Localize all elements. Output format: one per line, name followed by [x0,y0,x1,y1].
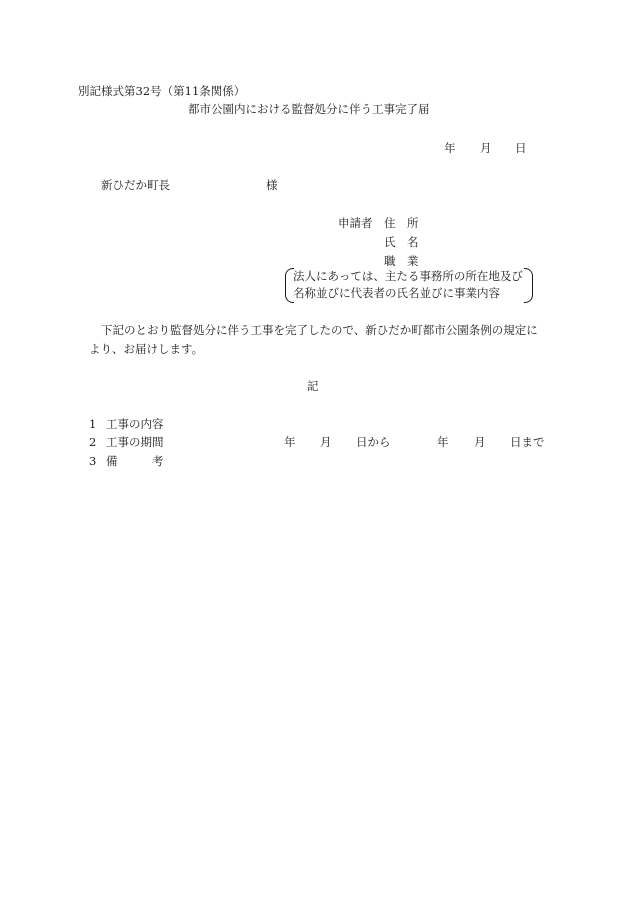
addressee-honorific: 様 [266,178,278,192]
applicant-address-label: 住 所 [384,216,419,230]
item-1-label: 工事の内容 [106,417,164,431]
item-2-label: 工事の期間 [106,435,164,449]
applicant-label: 申請者 [338,216,373,230]
item-3-number: 3 [89,454,97,468]
period-from-year: 年 [284,435,296,449]
period-to-year: 年 [437,435,449,449]
addressee-name: 新ひだか町長 [101,178,170,192]
item-3-label: 備 考 [106,454,164,468]
item-1-number: 1 [89,417,97,431]
form-number: 別記様式第32号（第11条関係） [78,84,246,98]
date-day-label: 日 [515,141,527,155]
period-to-day: 日まで [510,435,545,449]
document-title: 都市公園内における監督処分に伴う工事完了届 [188,102,430,116]
note-right-bracket [524,268,533,303]
ki-heading: 記 [307,379,319,393]
applicant-occupation-label: 職 業 [384,254,419,268]
applicant-name-label: 氏 名 [384,235,419,249]
date-month-label: 月 [480,141,492,155]
body-line1: 下記のとおり監督処分に伴う工事を完了したので、新ひだか町都市公園条例の規定に [101,323,538,337]
period-from-day: 日から [356,435,391,449]
applicant-note-line1: 法人にあっては、主たる事務所の所在地及び [293,269,523,283]
item-2-number: 2 [89,435,97,449]
body-line2: より、お届けします。 [89,342,204,356]
applicant-note-line2: 名称並びに代表者の氏名並びに事業内容 [293,286,500,300]
date-year-label: 年 [444,141,456,155]
period-to-month: 月 [474,435,486,449]
period-from-month: 月 [320,435,332,449]
